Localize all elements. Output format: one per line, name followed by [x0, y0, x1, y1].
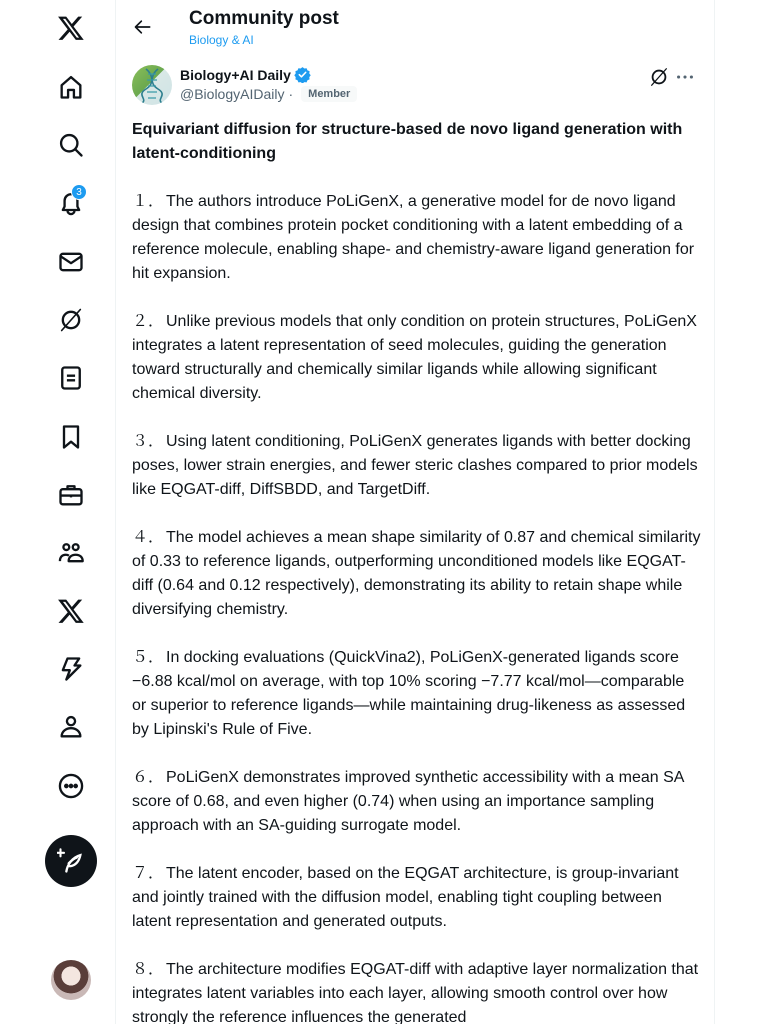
point-number: ２．	[132, 313, 165, 330]
point-number: ６．	[132, 769, 165, 786]
sidebar-item-communities[interactable]	[45, 527, 97, 579]
post-point	[132, 430, 702, 502]
lightning-icon	[57, 655, 85, 683]
mail-icon	[57, 248, 85, 276]
home-icon	[57, 73, 85, 101]
author-avatar[interactable]	[132, 65, 172, 105]
sidebar-item-profile[interactable]	[45, 701, 97, 753]
grok-icon	[648, 66, 670, 88]
point-number: ５．	[132, 649, 165, 666]
bookmark-icon	[57, 423, 85, 451]
community-link[interactable]: Biology & AI	[189, 33, 254, 47]
post-point	[132, 526, 702, 622]
main-column	[115, 0, 715, 1024]
point-text: Using latent conditioning, PoLiGenX generates ligands with better docking poses, lower strain energies, and fewer steric clashes compared to prior models like EQGAT-diff, DiffSBDD, and TargetDiff.	[132, 433, 698, 498]
point-number: ７．	[132, 865, 165, 882]
sidebar-item-notifications[interactable]	[45, 177, 97, 229]
x-premium-icon	[57, 597, 85, 625]
point-text: PoLiGenX demonstrates improved synthetic accessibility with a mean SA score of 0.68, and even higher (0.74) when using an importance sampling approach with an SA-guiding surrogate model.	[132, 769, 684, 834]
verified-badge-icon	[294, 66, 311, 83]
author-name[interactable]: Biology+AI Daily	[180, 66, 291, 83]
back-button[interactable]	[128, 12, 158, 42]
sidebar-item-lists[interactable]	[45, 352, 97, 404]
briefcase-icon	[57, 481, 85, 509]
account-avatar[interactable]	[51, 960, 91, 1000]
notifications-badge: 3	[71, 184, 87, 200]
point-text: In docking evaluations (QuickVina2), PoLiGenX-generated ligands score −6.88 kcal/mol on average, with top 10% scoring −7.77 kcal/mol—comparable or superior to reference ligands—while maintaining drug-likeness as assessed by Lipinski's Rule of Five.	[132, 649, 686, 738]
sidebar-item-grok[interactable]	[45, 294, 97, 346]
sidebar-item-jobs[interactable]	[45, 469, 97, 521]
sidebar-nav	[0, 0, 115, 1024]
sidebar-item-x-logo[interactable]	[45, 2, 97, 54]
more-horizontal-icon	[674, 66, 696, 88]
grok-icon	[57, 306, 85, 334]
post-author-row	[132, 64, 702, 106]
post-point	[132, 190, 702, 286]
page-title: Community post	[189, 8, 339, 29]
lists-icon	[57, 364, 85, 392]
compose-post-button[interactable]	[45, 835, 97, 887]
sidebar-item-bookmarks[interactable]	[45, 411, 97, 463]
search-icon	[57, 131, 85, 159]
member-badge: Member	[301, 86, 357, 102]
point-number: ４．	[132, 529, 165, 546]
communities-icon	[57, 539, 85, 567]
sidebar-item-premium[interactable]	[45, 585, 97, 637]
post-point	[132, 958, 702, 1024]
point-number: ８．	[132, 961, 165, 978]
point-text: The architecture modifies EQGAT-diff with adaptive layer normalization that integrates latent variables into each layer, allowing smooth control over how strongly the reference influences the generated	[132, 961, 699, 1024]
point-text: The latent encoder, based on the EQGAT architecture, is group-invariant and jointly trained with the diffusion model, enabling tight coupling between latent representation and generated outputs.	[132, 865, 679, 930]
arrow-left-icon	[133, 17, 153, 37]
author-name-row	[180, 66, 311, 83]
post-body	[132, 118, 702, 1024]
point-text: The authors introduce PoLiGenX, a generative model for de novo ligand design that combines protein pocket conditioning with a latent embedding of a reference molecule, enabling shape- and chemistry-aware ligand generation for hit expansion.	[132, 193, 695, 282]
post-point	[132, 766, 702, 838]
more-circle-icon	[57, 772, 85, 800]
author-handle-row	[180, 86, 357, 102]
point-number: ３．	[132, 433, 165, 450]
dna-helix-icon	[132, 65, 172, 105]
post-title: Equivariant diffusion for structure-based de novo ligand generation with latent-conditioning	[132, 121, 683, 162]
point-number: １．	[132, 193, 165, 210]
x-logo-icon	[57, 14, 85, 42]
author-handle[interactable]: @BiologyAIDaily	[180, 86, 285, 102]
grok-explain-button[interactable]	[648, 66, 670, 88]
post-point	[132, 862, 702, 934]
post-point	[132, 310, 702, 406]
handle-separator: ·	[288, 86, 294, 102]
sidebar-item-home[interactable]	[45, 61, 97, 113]
page-header	[116, 0, 716, 56]
point-text: Unlike previous models that only condition on protein structures, PoLiGenX integrates a latent representation of seed molecules, guiding the generation toward structurally and chemically similar ligands while allowing significant chemical diversity.	[132, 313, 697, 402]
post-more-button[interactable]	[674, 66, 696, 88]
sidebar-item-more[interactable]	[45, 760, 97, 812]
sidebar-item-messages[interactable]	[45, 236, 97, 288]
point-text: The model achieves a mean shape similarity of 0.87 and chemical similarity of 0.33 to reference ligands, outperforming unconditioned models like EQGAT-diff (0.64 and 0.12 respectively), demonstrating its ability to retain shape while diversifying chemistry.	[132, 529, 701, 618]
post-point	[132, 646, 702, 742]
profile-icon	[57, 713, 85, 741]
sidebar-item-verified-orgs[interactable]	[45, 643, 97, 695]
sidebar-item-explore[interactable]	[45, 119, 97, 171]
compose-feather-icon	[57, 847, 85, 875]
